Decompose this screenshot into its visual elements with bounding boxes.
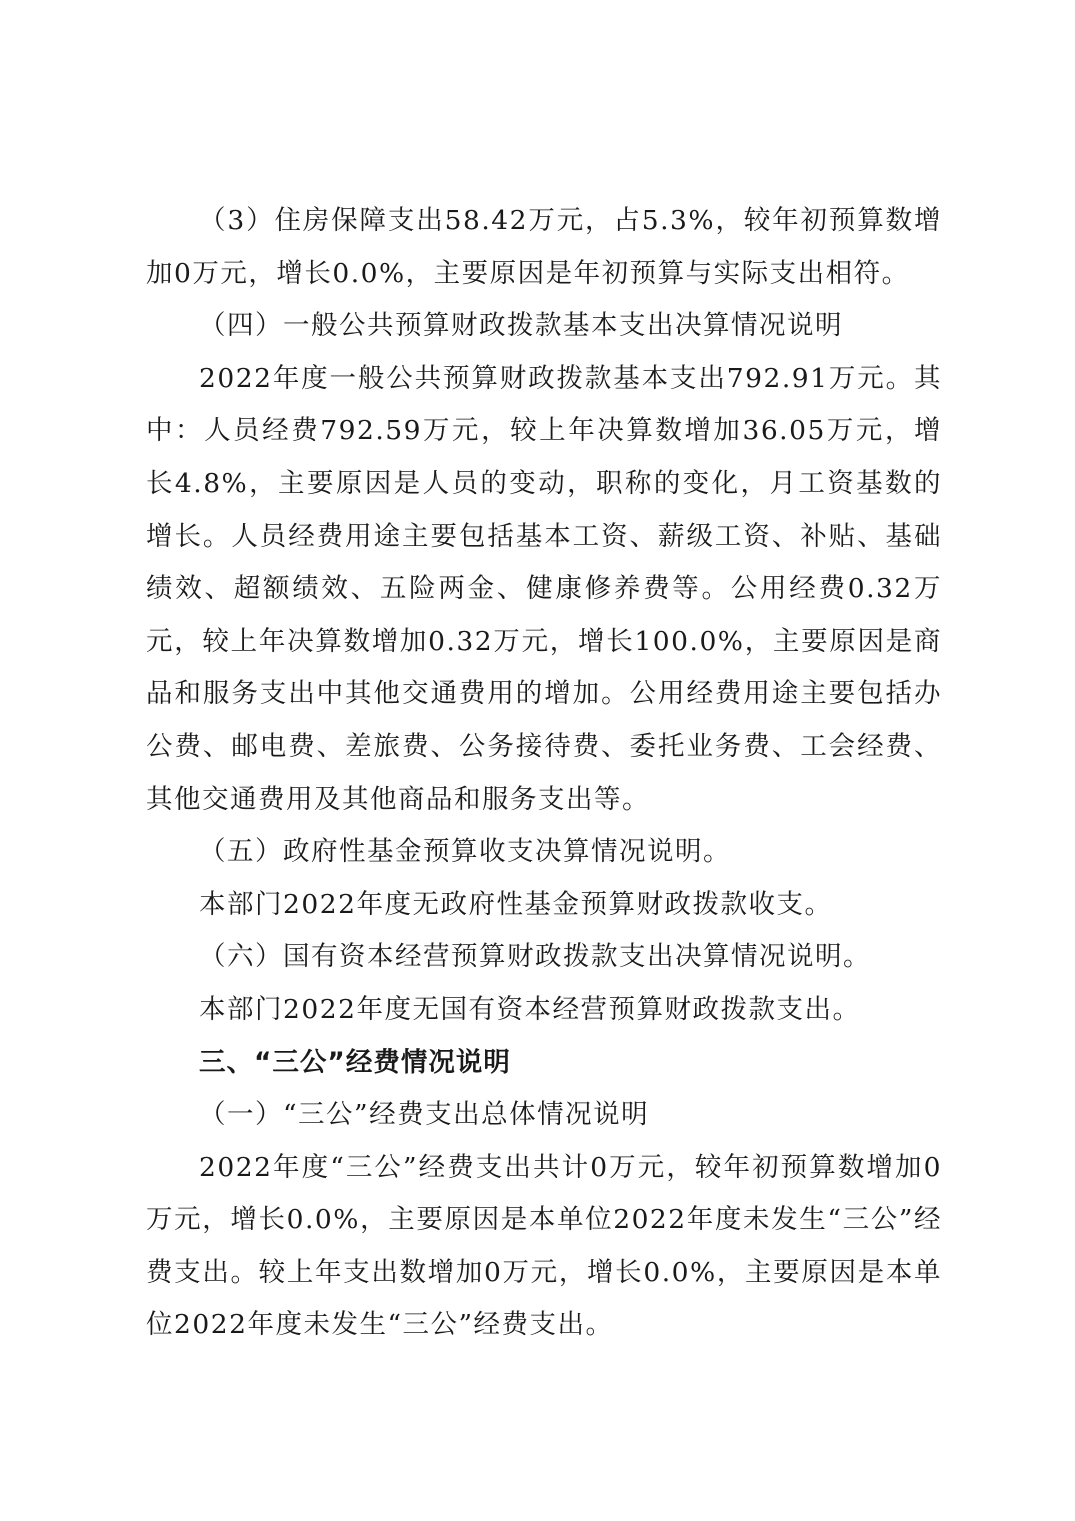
paragraph-three-public-overall: 2022年度“三公”经费支出共计0万元，较年初预算数增加0万元，增长0.0%，主要原因是本单位2022年度未发生“三公”经费支出。较上年支出数增加0万元，增长0.0%，主要原因是本单位2022年度未发生“三公”经费支出。 [146, 1151, 942, 1341]
section-heading-basic-expense: （四）一般公共预算财政拨款基本支出决算情况说明 [199, 310, 843, 342]
document-body [146, 195, 942, 1352]
paragraph-government-fund: 本部门2022年度无政府性基金预算财政拨款收支。 [199, 888, 833, 920]
section-heading-three-public-overall: （一）“三公”经费支出总体情况说明 [199, 1099, 650, 1131]
paragraph-state-capital: 本部门2022年度无国有资本经营预算财政拨款支出。 [199, 993, 861, 1025]
section-heading-state-capital: （六）国有资本经营预算财政拨款支出决算情况说明。 [199, 941, 871, 973]
chapter-heading-three-public: 三、“三公”经费情况说明 [199, 1046, 511, 1078]
paragraph-basic-expense: 2022年度一般公共预算财政拨款基本支出792.91万元。其中：人员经费792.59万元，较上年决算数增加36.05万元，增长4.8%，主要原因是人员的变动，职称的变化，月工资基数的增长。人员经费用途主要包括基本工资、薪级工资、补贴、基础绩效、超额绩效、五险两金、健康修养费等。公用经费0.32万元，较上年决算数增加0.32万元，增长100.0%，主要原因是商品和服务支出中其他交通费用的增加。公用经费用途主要包括办公费、邮电费、差旅费、公务接待费、委托业务费、工会经费、其他交通费用及其他商品和服务支出等。 [146, 362, 942, 815]
section-heading-government-fund: （五）政府性基金预算收支决算情况说明。 [199, 836, 731, 868]
paragraph-housing-expense: （3）住房保障支出58.42万元，占5.3%，较年初预算数增加0万元，增长0.0%，主要原因是年初预算与实际支出相符。 [146, 205, 942, 289]
